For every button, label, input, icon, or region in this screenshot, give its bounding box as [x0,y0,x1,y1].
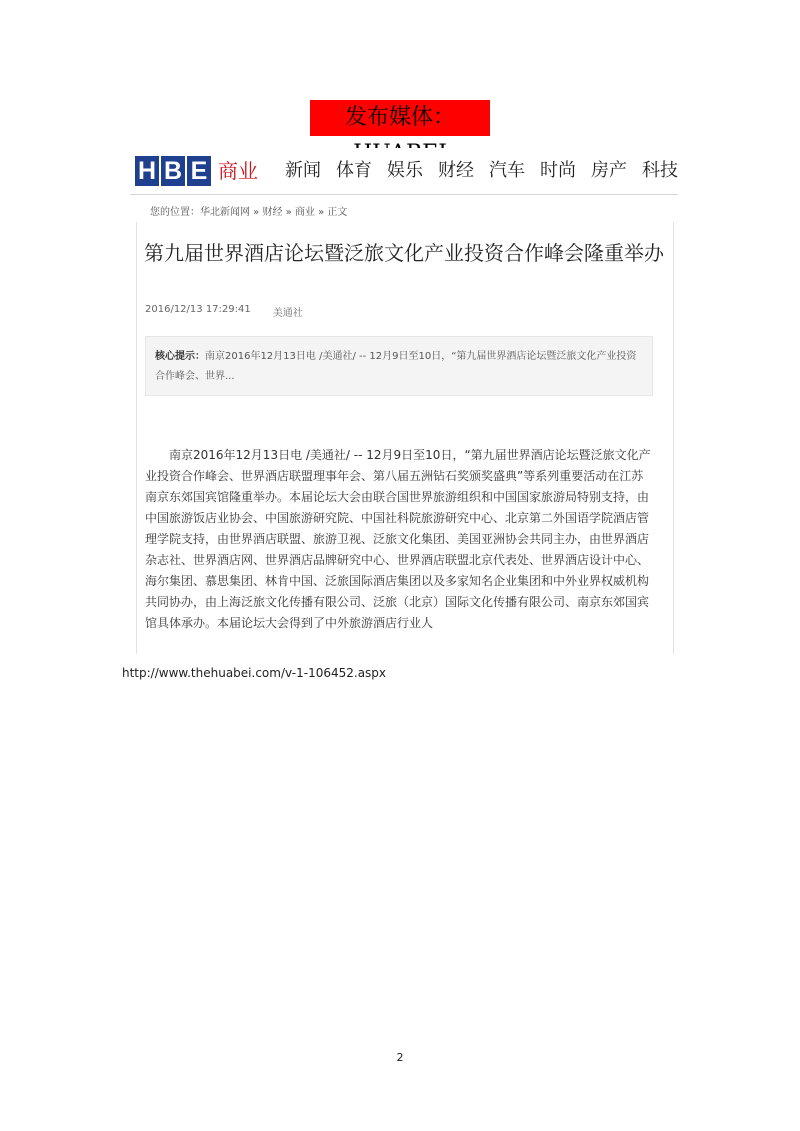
logo-letter-b: B [161,156,185,186]
nav-item-tech[interactable]: 科技 [642,160,678,181]
nav-item-sports[interactable]: 体育 [336,160,372,181]
article-meta [145,304,303,319]
nav-item-fashion[interactable]: 时尚 [540,160,576,181]
nav-item-entertainment[interactable]: 娱乐 [387,160,423,181]
article-summary [145,336,653,396]
article-panel [136,222,674,654]
nav-item-auto[interactable]: 汽车 [489,160,525,181]
page-number: 2 [396,1051,404,1064]
media-banner: 发布媒体： [310,100,490,136]
logo-letter-h: H [135,156,159,186]
nav-item-realestate[interactable]: 房产 [591,160,627,181]
article-title: 第九届世界酒店论坛暨泛旅文化产业投资合作峰会隆重举办 [144,241,664,265]
article-datetime: 2016/12/13 17:29:41 [145,304,251,315]
site-navbar [130,148,678,195]
nav-item-news[interactable]: 新闻 [285,160,321,181]
logo-letter-e: E [187,156,211,186]
summary-text: 南京2016年12月13日电 /美通社/ -- 12月9日至10日，“第九届世界酒店论坛暨泛旅文化产业投资合作峰会、世界... [155,351,637,382]
article-source: 美通社 [272,308,303,319]
nav-menu [285,157,678,185]
summary-label: 核心提示： [155,351,205,362]
news-screenshot [130,148,678,654]
source-url: http://www.thehuabei.com/v-1-106452.aspx [122,666,387,680]
hbe-logo[interactable] [135,156,211,186]
channel-title[interactable]: 商业 [218,159,258,183]
breadcrumb: 您的位置：华北新闻网 » 财经 » 商业 » 正文 [150,207,348,218]
article-body: 南京2016年12月13日电 /美通社/ -- 12月9日至10日，“第九届世界酒店论坛暨泛旅文化产业投资合作峰会、世界酒店联盟理事年会、第八届五洲钻石奖颁奖盛典”等系列重要活动在江苏南京东郊国宾馆隆重举办。本届论坛大会由联合国世界旅游组织和中国国家旅游局特别支持，由中国旅游饭店业协会、中国旅游研究院、中国社科院旅游研究中心、北京第二外国语学院酒店管理学院支持，由世界酒店联盟、旅游卫视、泛旅文化集团、美国亚洲协会共同主办，由世界酒店杂志社、世界酒店网、世界酒店品牌研究中心、世界酒店联盟北京代表处、世界酒店设计中心、海尔集团、慕思集团、林肯中国、泛旅国际酒店集团以及多家知名企业集团和中外业界权威机构共同协办，由上海泛旅文化传播有限公司、泛旅（北京）国际文化传播有限公司、南京东郊国宾馆具体承办。本届论坛大会得到了中外旅游酒店行业人 [145,448,651,630]
nav-item-finance[interactable]: 财经 [438,160,474,181]
